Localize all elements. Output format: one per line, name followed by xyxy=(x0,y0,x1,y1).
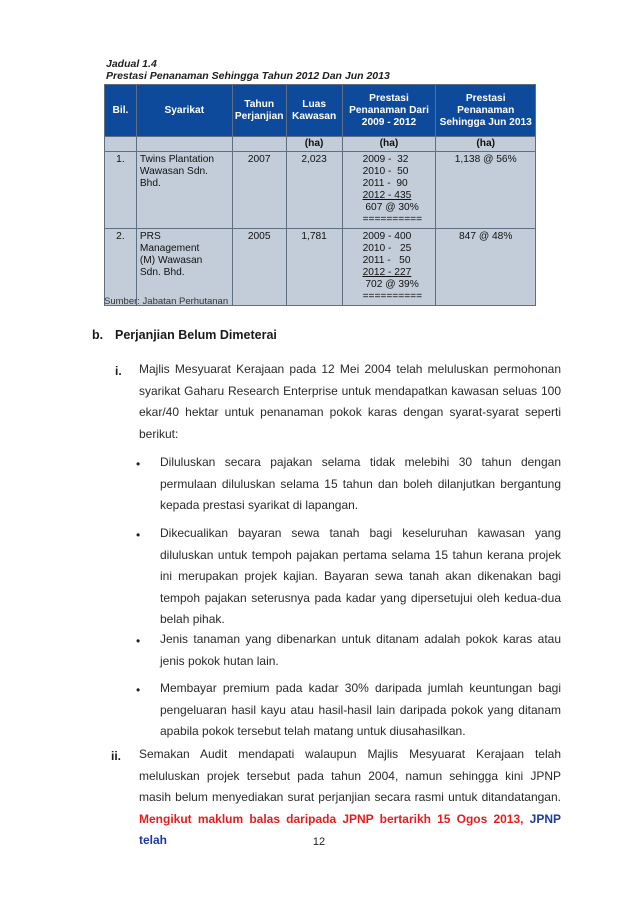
company-line: Sdn. Bhd. xyxy=(139,267,185,278)
section-title: Perjanjian Belum Dimeterai xyxy=(115,328,277,342)
prestasi-line: 2009 - 32 xyxy=(362,154,409,165)
cell-luas: 2,023 xyxy=(286,152,342,229)
item-paragraph: Majlis Mesyuarat Kerajaan pada 12 Mei 2004 telah meluluskan permohonan syarikat Gaharu Research Enterprise untuk mendapatkan kawasan seluas 100 ekar/40 hektar untuk penanaman pokok karas dengan syarat-syarat seperti berikut: xyxy=(139,362,561,441)
bullet-icon: • xyxy=(136,634,141,648)
prestasi-line: 2011 - 50 xyxy=(362,255,411,266)
cell-tahun: 2007 xyxy=(232,152,286,229)
prestasi-line: 2010 - 50 xyxy=(362,166,409,177)
bullet-paragraph: Diluluskan secara pajakan selama tidak melebihi 30 tahun dengan permulaan diluluskan selama 15 tahun dan boleh dilanjutkan bergantung kepada prestasi syarikat di lapangan. xyxy=(160,455,561,512)
company-line: Management xyxy=(139,243,200,254)
prestasi-rule: ========== xyxy=(362,214,423,225)
section-label: b. xyxy=(92,328,104,342)
unit-blank xyxy=(136,137,232,152)
table-row xyxy=(105,152,536,229)
prestasi-line: 2011 - 90 xyxy=(362,178,408,189)
table-title: Prestasi Penanaman Sehingga Tahun 2012 Dan Jun 2013 xyxy=(106,70,390,82)
page-number: 12 xyxy=(312,836,326,848)
cell-prestasi-dari xyxy=(342,229,436,306)
bullet-paragraph: Jenis tanaman yang dibenarkan untuk ditanam adalah pokok karas atau jenis pokok hutan lain. xyxy=(160,632,561,668)
unit-prestasi-dari: (ha) xyxy=(342,137,436,152)
header-syarikat: Syarikat xyxy=(136,85,232,137)
company-line: (M) Wawasan xyxy=(139,255,203,266)
prestasi-line: 2010 - 25 xyxy=(362,243,412,254)
audit-finding-text: Semakan Audit mendapati walaupun Majlis Mesyuarat Kerajaan telah meluluskan projek tersebut pada tahun 2004, namun sehingga kini JPNP masih belum menyediakan surat perjanjian secara rasmi untuk ditandatangan. xyxy=(139,747,561,804)
header-prestasi-sehingga: Prestasi Penanaman Sehingga Jun 2013 xyxy=(436,85,536,137)
unit-blank xyxy=(105,137,137,152)
company-line: Wawasan Sdn. xyxy=(139,166,208,177)
highlight-red-text: Mengikut maklum balas daripada JPNP bertarikh 15 Ogos 2013, xyxy=(139,811,524,826)
highlight-blue-text: JPNP telah xyxy=(139,811,561,847)
prestasi-total: 607 @ 30% xyxy=(362,202,419,213)
header-prestasi-dari: Prestasi Penanaman Dari 2009 - 2012 xyxy=(342,85,436,137)
cell-bil: 2. xyxy=(105,229,137,306)
bullet-paragraph: Membayar premium pada kadar 30% daripada jumlah keuntungan bagi pengeluaran hasil kayu atau hasil-hasil lain daripada pokok yang ditanam apabila pokok tersebut telah matang untuk diusahasilkan. xyxy=(160,681,561,738)
company-line: Bhd. xyxy=(139,178,161,189)
bullet-icon: • xyxy=(136,457,141,471)
table-row xyxy=(105,229,536,306)
header-bil: Bil. xyxy=(105,85,137,137)
table-number: Jadual 1.4 xyxy=(106,58,157,70)
unit-prestasi-sehingga: (ha) xyxy=(436,137,536,152)
cell-syarikat xyxy=(136,152,232,229)
cell-sehingga: 1,138 @ 56% xyxy=(436,152,536,229)
bullet-icon: • xyxy=(136,683,141,697)
prestasi-line: 2012 - 227 xyxy=(362,267,412,278)
bullet-icon: • xyxy=(136,528,141,542)
company-line: PRS xyxy=(139,231,161,242)
plantation-performance-table xyxy=(104,84,536,306)
prestasi-rule: ========== xyxy=(362,291,423,302)
unit-blank xyxy=(232,137,286,152)
prestasi-line: 2009 - 400 xyxy=(362,231,412,242)
item-number: i. xyxy=(115,364,122,378)
cell-luas: 1,781 xyxy=(286,229,342,306)
company-line: Twins Plantation xyxy=(139,154,215,165)
cell-bil: 1. xyxy=(105,152,137,229)
header-tahun: Tahun Perjanjian xyxy=(232,85,286,137)
table-source: Sumber: Jabatan Perhutanan xyxy=(104,296,229,307)
bullet-paragraph: Dikecualikan bayaran sewa tanah bagi keseluruhan kawasan yang diluluskan untuk tempoh pajakan pertama selama 15 tahun kerana projek ini merupakan projek kajian. Bayaran sewa tanah akan dikenakan bagi tempoh pajakan seterusnya pada kadar yang dipersetujui oleh kedua-dua belah pihak. xyxy=(160,526,561,626)
cell-tahun: 2005 xyxy=(232,229,286,306)
prestasi-total: 702 @ 39% xyxy=(362,279,419,290)
cell-syarikat xyxy=(136,229,232,306)
item-number: ii. xyxy=(111,749,122,763)
unit-luas: (ha) xyxy=(286,137,342,152)
prestasi-line: 2012 - 435 xyxy=(362,190,412,201)
cell-prestasi-dari xyxy=(342,152,436,229)
header-luas: Luas Kawasan xyxy=(286,85,342,137)
cell-sehingga: 847 @ 48% xyxy=(436,229,536,306)
table-caption xyxy=(106,58,390,82)
